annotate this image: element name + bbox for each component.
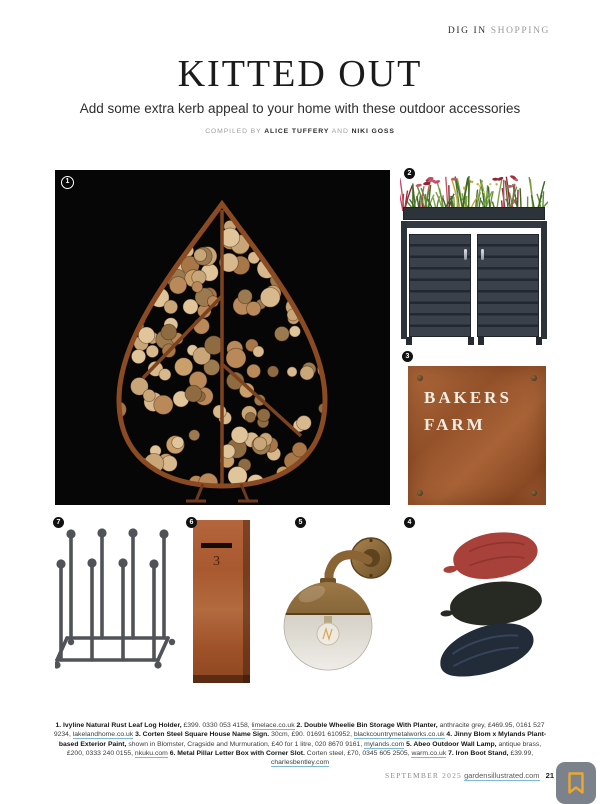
- caption-text-segment: £399. 0330 053 4158,: [183, 721, 252, 729]
- wall-lamp-illustration: [268, 520, 398, 682]
- product-number-badge-6: 6: [186, 517, 197, 528]
- product-number-badge-4: 4: [404, 517, 415, 528]
- sign-text-line2: FARM: [424, 415, 486, 434]
- bin-store-left-post: [401, 221, 407, 339]
- boot-stand-illustration: [55, 520, 177, 682]
- product-image-log-holder: [55, 170, 390, 505]
- caption-link[interactable]: charlesbentley.com: [270, 759, 330, 767]
- bin-store-top-rail: [401, 221, 547, 228]
- letter-box-slot: [201, 543, 232, 548]
- footer: [150, 771, 554, 780]
- paint-swatch-green-black: [439, 579, 544, 629]
- product-image-boot-stand: [55, 520, 177, 682]
- caption-text-segment: 30cm, £90. 01691 610952,: [271, 731, 354, 739]
- letter-box-number: 3: [213, 554, 220, 569]
- caption-link[interactable]: blackcountrymetalworks.co.uk: [353, 731, 445, 739]
- caption-text-segment: 7. Iron Boot Stand,: [448, 750, 511, 758]
- product-number-badge-7: 7: [53, 517, 64, 528]
- product-number-badge-2: 2: [404, 168, 415, 179]
- bin-store-leg: [468, 337, 474, 345]
- paint-swatch-red: [439, 527, 540, 585]
- bin-store-leg: [406, 337, 412, 345]
- product-number-badge-3: 3: [402, 351, 413, 362]
- paint-swatches-illustration: [400, 518, 548, 682]
- product-image-wall-lamp: [268, 520, 398, 682]
- byline-connector: AND: [329, 128, 352, 135]
- caption-text-segment: antique brass, £200, 0333 240 0155,: [66, 740, 542, 758]
- sign-screw: [417, 490, 423, 496]
- caption-text-segment: Corten steel, £70, 0345 605 2505,: [306, 750, 412, 758]
- paint-swatch-navy: [434, 615, 539, 682]
- section-label: [448, 26, 550, 36]
- footer-issue: SEPTEMBER 2025: [384, 771, 462, 780]
- caption-text-segment: 6. Metal Pillar Letter Box with Corner Slot.: [169, 750, 307, 758]
- bin-store-leg: [478, 337, 484, 345]
- caption-link[interactable]: warm.co.uk: [411, 750, 447, 758]
- byline-author-one: ALICE TUFFERY: [264, 128, 330, 135]
- sign-screw: [531, 490, 537, 496]
- product-image-paint-swatches: [400, 518, 548, 682]
- caption-text-segment: anthracite grey, £469.95, 0161 527 9234,: [53, 721, 545, 739]
- caption: [50, 721, 550, 768]
- caption-link[interactable]: nkuku.com: [134, 750, 168, 758]
- caption-link[interactable]: lakelandhome.co.uk: [72, 731, 134, 739]
- product-number-badge-1: 1: [61, 176, 74, 189]
- byline-author-two: NIKI GOSS: [351, 128, 395, 135]
- caption-text-segment: 4. Jinny Blom x Mylands Plant-based Exterior Paint,: [58, 731, 547, 748]
- caption-text-segment: 5. Abeo Outdoor Wall Lamp,: [406, 740, 499, 748]
- product-image-house-sign: [408, 366, 546, 505]
- sign-screw: [531, 375, 537, 381]
- caption-text-segment: 2. Double Wheelie Bin Storage With Planter,: [296, 721, 440, 729]
- planter-plants-illustration: [400, 165, 548, 211]
- page-title: KITTED OUT: [177, 53, 423, 95]
- letter-box-base-shadow: [193, 675, 250, 683]
- product-image-letter-box: [193, 520, 250, 683]
- product-number-badge-5: 5: [295, 517, 306, 528]
- sign-text-line1: BAKERS: [424, 388, 512, 407]
- caption-text-segment: £39.99,: [510, 750, 534, 758]
- caption-link[interactable]: limelace.co.uk: [251, 721, 295, 729]
- sign-screw: [417, 375, 423, 381]
- byline: [0, 128, 600, 135]
- section-label-primary: DIG IN: [447, 26, 491, 36]
- caption-link[interactable]: mylands.com: [364, 740, 405, 748]
- footer-page-number: 21: [545, 771, 554, 780]
- subtitle: Add some extra kerb appeal to your home with these outdoor accessories: [79, 101, 521, 116]
- bin-store-left-door: [409, 234, 471, 337]
- section-label-secondary: SHOPPING: [490, 26, 550, 36]
- planter-box: [403, 207, 545, 220]
- leaf-log-holder-illustration: [55, 170, 390, 505]
- byline-prefix: COMPILED BY: [205, 128, 265, 135]
- bin-door-handle-left: [464, 249, 467, 260]
- bin-store-right-post: [541, 221, 547, 339]
- bookmark-icon: [567, 771, 585, 795]
- sign-text: [424, 384, 512, 438]
- bin-store-leg: [536, 337, 542, 345]
- caption-text-segment: 1. Ivyline Natural Rust Leaf Log Holder,: [55, 721, 184, 729]
- letter-box-side-shadow: [243, 520, 250, 683]
- footer-site-link[interactable]: gardensillustrated.com: [464, 771, 540, 780]
- caption-text-segment: shown in Blomster, Cragside and Murmuration, £40 for 1 litre, 020 8670 9161,: [128, 740, 365, 748]
- bin-door-handle-right: [481, 249, 484, 260]
- product-image-bin-storage: [400, 163, 548, 345]
- caption-text-segment: 3. Corten Steel Square House Name Sign.: [135, 731, 272, 739]
- bookmark-button[interactable]: [556, 762, 596, 804]
- bin-store-right-door: [477, 234, 539, 337]
